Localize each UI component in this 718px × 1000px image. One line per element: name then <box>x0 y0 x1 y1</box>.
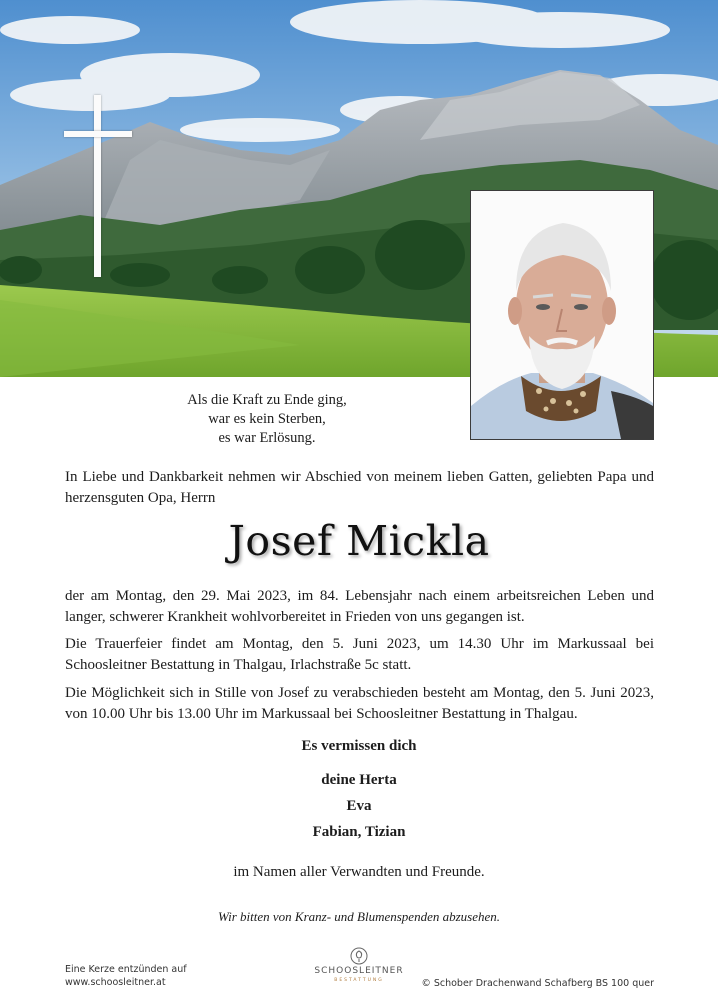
cross-icon <box>64 95 132 277</box>
flower-request: Wir bitten von Kranz- und Blumenspenden abzusehen. <box>218 909 500 924</box>
poem <box>150 391 384 448</box>
relatives-line: im Namen aller Verwandten und Freunde. <box>233 864 485 880</box>
poem-line: es war Erlösung. <box>218 430 316 446</box>
mourner-name: Fabian, Tizian <box>312 824 406 840</box>
poem-line: war es kein Sterben, <box>208 411 326 427</box>
candle-notice <box>65 963 187 989</box>
mourner-name: deine Herta <box>321 772 397 788</box>
death-notice-paragraph: der am Montag, den 29. Mai 2023, im 84. Lebensjahr nach einem arbeitsreichen Leben und langer, schwerer Krankheit wohlvorbereitet in Frieden von uns gegangen ist. <box>65 588 654 625</box>
company-logo <box>312 947 406 983</box>
mourners-heading: Es vermissen dich <box>301 738 417 754</box>
template-note: © Schober Drachenwand Schafberg BS 100 quer <box>421 978 654 989</box>
rose-logo-icon <box>350 947 368 965</box>
candle-text: Eine Kerze entzünden auf <box>65 964 187 975</box>
mourner-name: Eva <box>346 798 372 814</box>
farewell-paragraph: Die Möglichkeit sich in Stille von Josef zu verabschieden besteht am Montag, den 5. Juni 2023, von 10.00 Uhr bis 13.00 Uhr im Markussaal bei Schoosleitner Bestattung in Thalgau. <box>65 685 654 722</box>
funeral-paragraph: Die Trauerfeier findet am Montag, den 5. Juni 2023, um 14.30 Uhr im Markussaal bei Schoosleitner Bestattung in Thalgau, Irlachstraße 5c statt. <box>65 636 654 673</box>
website-link[interactable]: www.schoosleitner.at <box>65 977 166 988</box>
intro-paragraph: In Liebe und Dankbarkeit nehmen wir Abschied von meinem lieben Gatten, geliebten Papa und herzensguten Opa, Herrn <box>65 469 654 506</box>
portrait-illustration <box>471 191 653 439</box>
portrait-photo <box>470 190 654 440</box>
logo-name: SCHOOSLEITNER <box>314 966 404 976</box>
poem-line: Als die Kraft zu Ende ging, <box>187 392 347 408</box>
deceased-name: Josef Mickla <box>228 517 490 565</box>
logo-subtitle: BESTATTUNG <box>334 978 384 983</box>
